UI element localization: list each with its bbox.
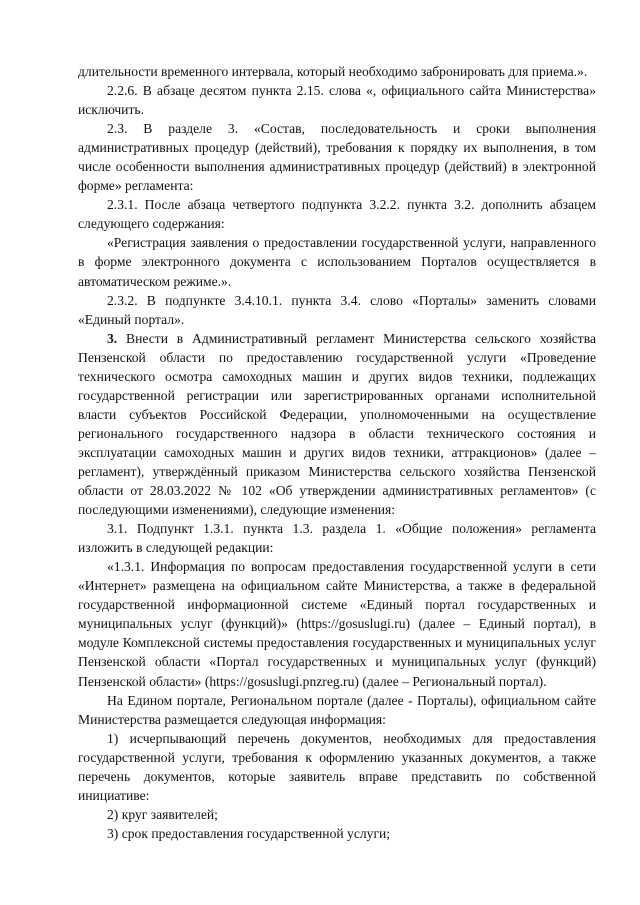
paragraph-quote-registration: «Регистрация заявления о предоставлении государственной услуги, направленного в форме электронного документа с использованием Порталов осуществляется в автоматическом режиме.». [78,235,596,289]
paragraph-3-text: Внести в Административный регламент Министерства сельского хозяйства Пензенской области по предоставлению государственной услуги «Проведение технического осмотра самоходных машин и других видов техники, подлежащих государственной регистрации или зарегистрированных органами исполнительной власти субъектов Российской Федерации, уполномоченными на осуществление регионального государственного надзора в области технического состояния и эксплуатации самоходных машин и других видов техники, аттракционов» (далее – регламент), утверждённый приказом Министерства сельского хозяйства Пензенской области от 28.03.2022 № 102 «Об утверждении административных регламентов» (с последующими изменениями), следующие изменения: [78,330,596,518]
paragraph-intro-tail: длительности временного интервала, который необходимо забронировать для приема.». [78,64,588,79]
list-item-2: 2) круг заявителей; [107,806,218,822]
paragraph-2-3-1: 2.3.1. После абзаца четвертого подпункта 3.2.2. пункта 3.2. дополнить абзацем следующего содержания: [78,197,596,232]
paragraph-2-3-2: 2.3.2. В подпункте 3.4.10.1. пункта 3.4. слово «Порталы» заменить словами «Единый портал». [78,292,596,327]
paragraph-3 [78,329,596,519]
paragraph-2-3: 2.3. В разделе 3. «Состав, последовательность и сроки выполнения административных процедур (действий), требования к порядку их выполнения, в том числе особенности выполнения административных процедур (действий) в электронной форме» регламента: [78,121,596,194]
paragraph-quote-1-3-1: «1.3.1. Информация по вопросам предоставления государственной услуги в сети «Интернет» размещена на официальном сайте Министерства, а также в федеральной государственной информационной системе «Единый портал государственных и муниципальных услуг (функций)» (https://gosuslugi.ru) (далее – Единый портал), в модуле Комплексной системы предоставления государственных и муниципальных услуг Пензенской области «Портал государственных и муниципальных услуг (функций) Пензенской области» (https://gosuslugi.pnzreg.ru) (далее – Региональный портал). [78,559,596,689]
list-item-1: 1) исчерпывающий перечень документов, необходимых для предоставления государственной услуги, требования к оформлению указанных документов, а также перечень документов, которые заявитель вправе представить по собственной инициативе: [78,730,596,803]
paragraph-2-2-6: 2.2.6. В абзаце десятом пункта 2.15. слова «, официального сайта Министерства» исключить. [78,83,596,118]
paragraph-3-1: 3.1. Подпункт 1.3.1. пункта 1.3. раздела 1. «Общие положения» регламента изложить в следующей редакции: [78,521,596,556]
paragraph-portals: На Едином портале, Региональном портале (далее - Порталы), официальном сайте Министерства размещается следующая информация: [78,692,596,727]
document-page [78,62,596,843]
list-item-3: 3) срок предоставления государственной услуги; [107,825,391,841]
paragraph-3-number: 3. [107,330,118,346]
